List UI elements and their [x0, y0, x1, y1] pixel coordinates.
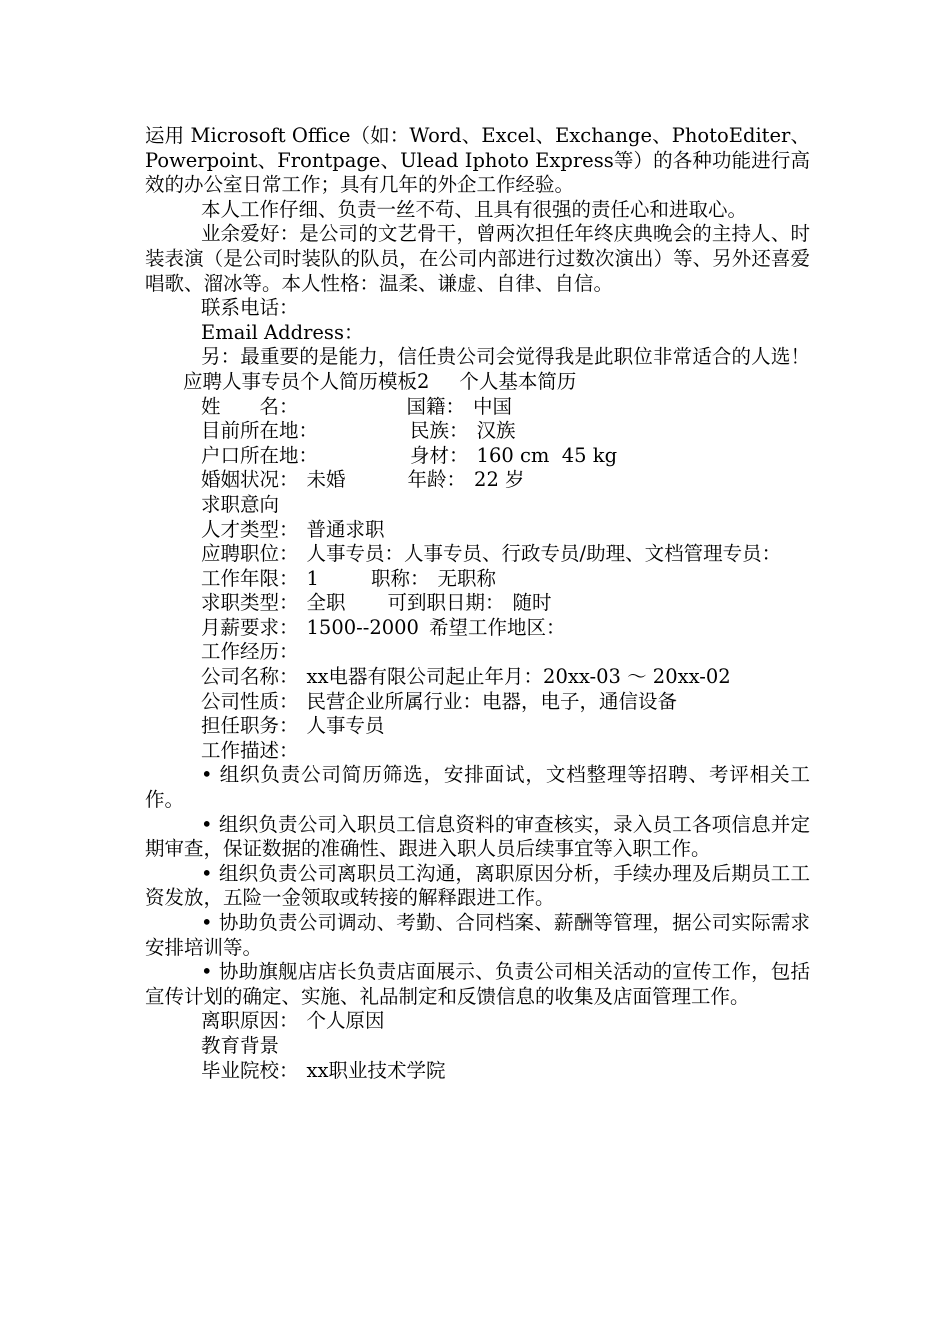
leave-value: 个人原因: [306, 1009, 385, 1033]
age-value: 22 岁: [474, 468, 525, 492]
location-label: 目前所在地：: [201, 419, 319, 443]
nature-value: 民营企业: [306, 689, 385, 713]
type-label: 求职类型：: [201, 591, 299, 615]
hukou-label: 户口所在地：: [201, 443, 319, 467]
name-label: 姓 名：: [201, 394, 299, 418]
education-heading: 教育背景: [201, 1033, 280, 1057]
available-label: 可到职日期：: [387, 591, 505, 615]
personality-paragraph: 本人工作仔细、负责一丝不苟、且具有很强的责任心和进取心。: [201, 197, 748, 221]
ethnicity-label: 民族：: [410, 419, 469, 443]
section-basic-heading: 个人基本简历: [459, 369, 577, 393]
position-value: 人事专员：人事专员、行政专员/助理、文档管理专员：: [306, 542, 782, 566]
industry-label: 所属行业：: [384, 689, 483, 713]
talent-label: 人才类型：: [201, 517, 299, 541]
school-value: xx职业技术学院: [306, 1058, 446, 1082]
marital-row: [145, 468, 810, 493]
office-skills-paragraph: 运用 Microsoft Office（如：Word、Excel、Exchange、PhotoEditer、Powerpoint、Frontpage、Ulead Iphoto Express等）的各种功能进行高效的办公室日常工作；具有几年的外企工作经验。: [145, 124, 810, 197]
position-label: 应聘职位：: [201, 542, 299, 566]
salary-value: 1500--2000: [306, 615, 419, 639]
years-row: [145, 567, 810, 592]
period-label: 起止年月：: [445, 665, 544, 689]
school-label: 毕业院校：: [201, 1058, 299, 1082]
talent-row: [145, 518, 810, 543]
list-item: • 协助负责公司调动、考勤、合同档案、薪酬等管理，据公司实际需求安排培训等。: [145, 911, 810, 959]
school-row: [145, 1059, 810, 1084]
salary-label: 月薪要求：: [201, 615, 299, 639]
nature-label: 公司性质：: [201, 689, 299, 713]
body-label: 身材：: [410, 443, 469, 467]
hukou-row: [145, 444, 810, 469]
company-value: xx电器有限公司: [306, 665, 446, 689]
available-value: 随时: [512, 591, 552, 615]
name-row: [145, 395, 810, 420]
phone-line: 联系电话：: [201, 296, 299, 320]
marital-value: 未婚: [306, 468, 346, 492]
area-label: 希望工作地区：: [428, 615, 566, 639]
title-value: 无职称: [437, 566, 496, 590]
desc-label: 工作描述：: [201, 738, 299, 762]
salary-row: [145, 616, 810, 641]
template-title: 应聘人事专员个人简历模板2: [183, 369, 430, 393]
type-row: [145, 591, 810, 616]
list-item: • 协助旗舰店店长负责店面展示、负责公司相关活动的宣传工作，包括宣传计划的确定、实施、礼品制定和反馈信息的收集及店面管理工作。: [145, 960, 810, 1008]
nationality-value: 中国: [473, 394, 513, 418]
industry-value: 电器，电子，通信设备: [482, 689, 678, 713]
nationality-label: 国籍：: [406, 394, 466, 418]
title-label: 职称：: [370, 566, 430, 590]
company-label: 公司名称：: [201, 665, 299, 689]
email-line: Email Address：: [201, 320, 364, 344]
document-page: [145, 124, 810, 1083]
years-label: 工作年限：: [201, 566, 299, 590]
period-value: 20xx-03 ～ 20xx-02: [543, 665, 731, 689]
location-row: [145, 419, 810, 444]
closing-paragraph: [145, 345, 810, 394]
list-item: • 组织负责公司离职员工沟通，离职原因分析，手续办理及后期员工工资发放，五险一金领取或转接的解释跟进工作。: [145, 861, 810, 910]
talent-value: 普通求职: [306, 517, 385, 541]
closing-text: 另：最重要的是能力，信任贵公司会觉得我是此职位非常适合的人选！: [201, 345, 810, 369]
hobbies-paragraph: 业余爱好：是公司的文艺骨干，曾两次担任年终庆典晚会的主持人、时装表演（是公司时装队的队员，在公司内部进行过数次演出）等、另外还喜爱唱歌、溜冰等。本人性格：温柔、谦虚、自律、自信。: [145, 222, 810, 295]
list-item: • 组织负责公司简历筛选，安排面试，文档整理等招聘、考评相关工作。: [145, 763, 810, 812]
age-label: 年龄：: [407, 468, 467, 492]
role-value: 人事专员: [306, 714, 385, 738]
list-item: • 组织负责公司入职员工信息资料的审查核实，录入员工各项信息并定期审查，保证数据的准确性、跟进入职人员后续事宜等入职工作。: [145, 812, 810, 861]
company-row: [145, 665, 810, 690]
nature-row: [145, 690, 810, 715]
type-value: 全职: [306, 591, 346, 615]
role-row: [145, 714, 810, 739]
work-heading: 工作经历：: [201, 640, 299, 664]
leave-row: [145, 1009, 810, 1034]
role-label: 担任职务：: [201, 714, 299, 738]
intent-heading: 求职意向: [201, 492, 280, 516]
marital-label: 婚姻状况：: [201, 468, 299, 492]
years-value: 1: [306, 566, 319, 590]
body-value: 160 cm 45 kg: [476, 443, 618, 467]
leave-label: 离职原因：: [201, 1009, 299, 1033]
position-row: [145, 542, 810, 567]
ethnicity-value: 汉族: [476, 419, 516, 443]
